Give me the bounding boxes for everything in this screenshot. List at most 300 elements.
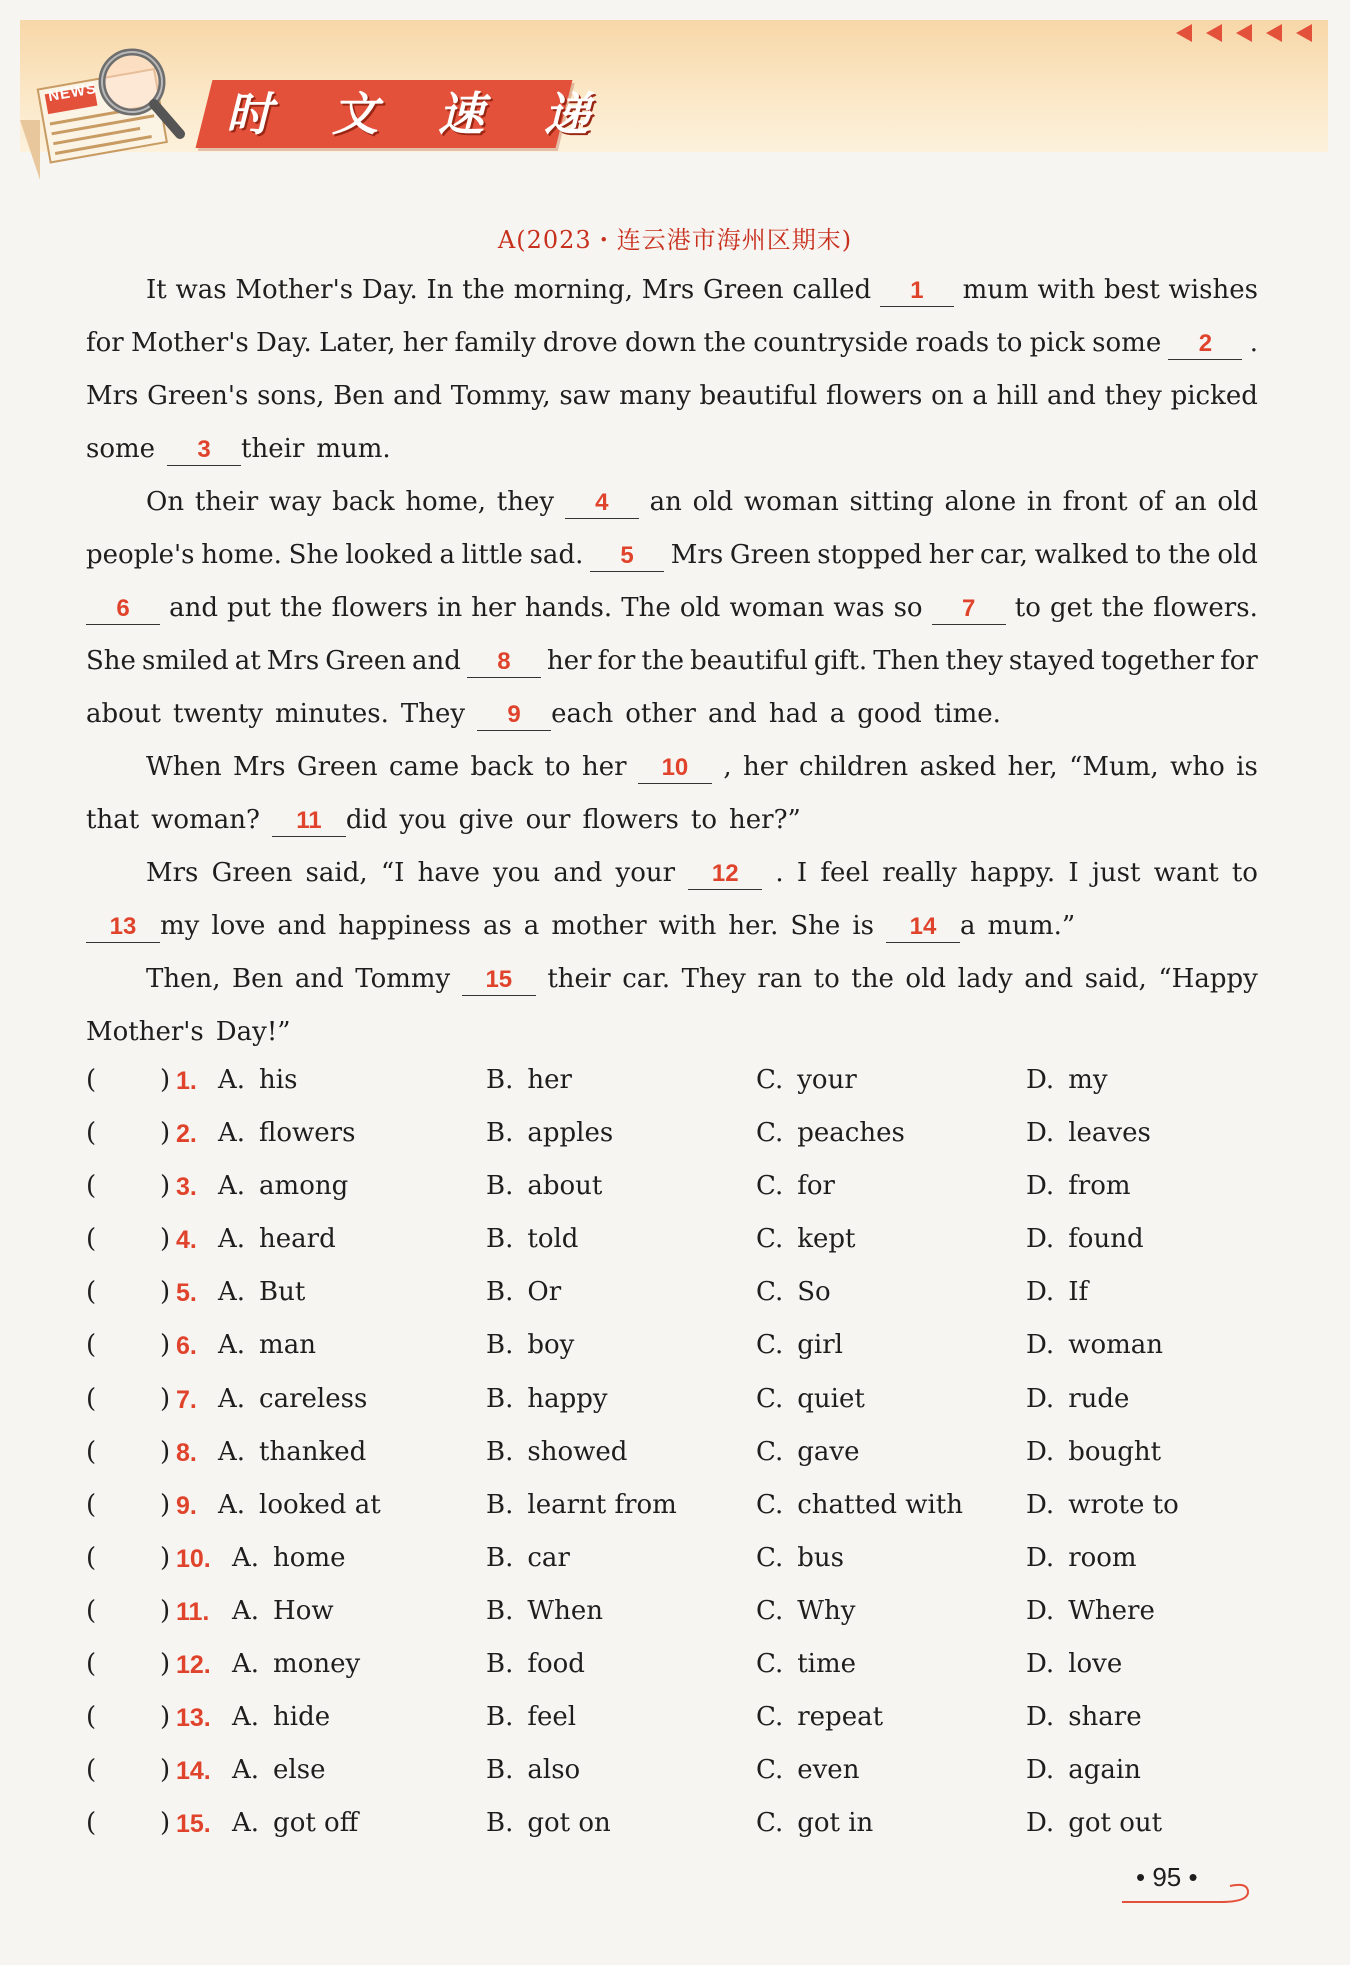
passage-word: to	[1135, 540, 1162, 570]
answer-blank[interactable]: 13	[86, 912, 160, 943]
passage-word: their	[241, 434, 305, 464]
passage-word: On	[146, 487, 185, 517]
passage-word: flowers	[331, 593, 429, 623]
option-c[interactable]	[756, 1384, 865, 1414]
option-letter: A.	[232, 1649, 260, 1680]
question-row	[86, 1639, 1286, 1692]
option-d[interactable]	[1026, 1277, 1088, 1307]
answer-blank[interactable]: 8	[467, 647, 541, 678]
passage-word: and	[277, 911, 327, 941]
option-letter: B.	[486, 1224, 514, 1255]
answer-blank[interactable]: 2	[1168, 329, 1242, 360]
option-text: got out	[1068, 1808, 1163, 1839]
option-letter: B.	[486, 1755, 514, 1786]
question-row	[86, 1692, 1286, 1745]
option-b[interactable]	[486, 1490, 677, 1520]
option-letter: C.	[756, 1065, 784, 1095]
option-b[interactable]	[486, 1808, 611, 1838]
answer-blank[interactable]: 3	[167, 435, 241, 466]
option-c[interactable]	[756, 1543, 844, 1573]
option-text: learnt from	[527, 1489, 677, 1520]
passage-word: the	[851, 964, 894, 994]
answer-paren-open[interactable]: (	[86, 1224, 97, 1255]
option-d[interactable]	[1026, 1118, 1151, 1148]
option-c[interactable]	[756, 1330, 843, 1360]
answer-blank[interactable]: 9	[477, 700, 551, 731]
option-letter: B.	[486, 1436, 514, 1467]
option-a[interactable]	[232, 1649, 360, 1679]
passage-word: beautiful	[690, 646, 808, 676]
question-number: 9.	[176, 1491, 197, 1520]
answer-blank[interactable]: 10	[638, 753, 712, 784]
passage-word: front	[1062, 487, 1128, 517]
passage-line	[86, 1006, 1258, 1059]
passage-word: her	[547, 646, 592, 676]
option-c[interactable]	[756, 1118, 905, 1148]
answer-paren-open[interactable]: (	[86, 1436, 97, 1467]
option-letter: D.	[1026, 1702, 1055, 1733]
passage-word: and	[707, 699, 757, 729]
answer-paren-close: )	[160, 1808, 171, 1839]
option-a[interactable]	[232, 1702, 330, 1732]
option-text: my	[1068, 1065, 1108, 1095]
option-letter: B.	[486, 1489, 514, 1520]
option-letter: C.	[756, 1489, 784, 1520]
passage-word: smiled	[142, 646, 229, 676]
passage-word: Mrs	[86, 381, 139, 411]
option-a[interactable]	[218, 1118, 355, 1148]
option-text: thanked	[259, 1436, 367, 1467]
passage-word: put	[227, 593, 271, 623]
answer-blank[interactable]: 6	[86, 594, 160, 625]
option-a[interactable]	[218, 1490, 381, 1520]
option-text: happy	[527, 1383, 608, 1414]
passage-word: countryside	[753, 328, 909, 358]
option-a[interactable]	[218, 1171, 348, 1201]
question-number: 7.	[176, 1385, 197, 1414]
passage-word: they	[496, 487, 555, 517]
question-number: 14.	[176, 1757, 211, 1786]
option-d[interactable]	[1026, 1065, 1108, 1095]
passage-word: drove	[542, 328, 618, 358]
answer-paren-open[interactable]: (	[86, 1383, 97, 1414]
passage-word: love	[211, 911, 266, 941]
passage-word: Then	[873, 646, 940, 676]
passage-word: and	[393, 381, 443, 411]
option-text: leaves	[1068, 1118, 1151, 1149]
question-row	[86, 1374, 1286, 1427]
option-text: time	[797, 1649, 857, 1680]
passage-word: mother	[551, 911, 647, 941]
passage-word: sons,	[257, 381, 325, 411]
option-letter: A.	[218, 1330, 246, 1361]
passage-word: good	[857, 699, 922, 729]
option-c[interactable]	[756, 1755, 859, 1785]
passage-line	[86, 741, 1258, 794]
option-b[interactable]	[486, 1543, 570, 1573]
option-a[interactable]	[218, 1277, 305, 1307]
passage-word: had	[768, 699, 818, 729]
option-a[interactable]	[232, 1808, 358, 1838]
option-d[interactable]	[1026, 1171, 1131, 1201]
option-text: apples	[527, 1118, 614, 1149]
question-number: 5.	[176, 1279, 197, 1308]
option-b[interactable]	[486, 1596, 603, 1626]
option-text: looked at	[259, 1489, 381, 1520]
option-text: food	[527, 1649, 585, 1680]
passage-word: and	[294, 964, 344, 994]
option-b[interactable]	[486, 1702, 576, 1732]
arrow-decoration-icon	[1176, 20, 1326, 46]
passage-word: flowers	[825, 381, 923, 411]
passage-word: Green	[702, 275, 784, 305]
option-d[interactable]	[1026, 1543, 1137, 1573]
option-d[interactable]	[1026, 1224, 1144, 1254]
option-d[interactable]	[1026, 1702, 1142, 1732]
option-text: How	[273, 1595, 334, 1626]
option-d[interactable]	[1026, 1490, 1179, 1520]
option-letter: C.	[756, 1649, 784, 1680]
passage-word: some	[1092, 328, 1162, 358]
option-b[interactable]	[486, 1065, 572, 1095]
passage-word: home.	[201, 540, 282, 570]
option-text: wrote to	[1068, 1489, 1179, 1520]
passage-word: woman	[743, 487, 839, 517]
option-b[interactable]	[486, 1224, 578, 1254]
answer-paren-open[interactable]: (	[86, 1542, 97, 1573]
option-letter: D.	[1026, 1436, 1055, 1467]
passage-word: Mother's	[235, 275, 354, 305]
passage-word: our	[525, 805, 571, 835]
section-heading: A(2023・连云港市海州区期末)	[497, 226, 853, 254]
option-text: share	[1068, 1702, 1142, 1733]
passage-word: want	[1153, 858, 1219, 888]
option-c[interactable]	[756, 1171, 835, 1201]
answer-paren-open[interactable]: (	[86, 1171, 97, 1202]
option-c[interactable]	[756, 1702, 883, 1732]
passage-line	[86, 317, 1258, 370]
option-d[interactable]	[1026, 1384, 1129, 1414]
passage-word: They	[681, 964, 746, 994]
passage-word: your	[615, 858, 676, 888]
option-a[interactable]	[232, 1755, 325, 1785]
passage-word: .	[1249, 328, 1258, 358]
passage-word: looked	[345, 540, 433, 570]
answer-paren-close: )	[160, 1755, 171, 1786]
option-text: So	[797, 1277, 831, 1308]
passage-word: an	[1174, 487, 1207, 517]
option-a[interactable]	[232, 1596, 334, 1626]
option-c[interactable]	[756, 1490, 963, 1520]
option-b[interactable]	[486, 1755, 580, 1785]
option-d[interactable]	[1026, 1437, 1161, 1467]
option-letter: B.	[486, 1383, 514, 1414]
option-b[interactable]	[486, 1277, 561, 1307]
page-title: 时 文 速 递	[226, 87, 613, 141]
passage-word: “Mum,	[1069, 752, 1159, 782]
passage-word: you	[399, 805, 447, 835]
option-text: among	[259, 1171, 349, 1202]
option-c[interactable]	[756, 1808, 873, 1838]
option-d[interactable]	[1026, 1330, 1163, 1360]
passage-word: old	[692, 487, 734, 517]
option-a[interactable]	[232, 1543, 346, 1573]
option-letter: A.	[218, 1118, 246, 1149]
answer-paren-open[interactable]: (	[86, 1118, 97, 1149]
question-row	[86, 1586, 1286, 1639]
passage-word: twenty	[173, 699, 263, 729]
question-row	[86, 1320, 1286, 1373]
passage-word: morning,	[513, 275, 634, 305]
answer-paren-close: )	[160, 1171, 171, 1202]
option-letter: D.	[1026, 1542, 1055, 1573]
passage-word: with	[1037, 275, 1096, 305]
passage-word: Later,	[319, 328, 396, 358]
option-letter: B.	[486, 1595, 514, 1626]
answer-paren-open[interactable]: (	[86, 1065, 97, 1095]
passage-word: give	[458, 805, 514, 835]
passage-word: hill	[996, 381, 1039, 411]
answer-paren-close: )	[160, 1224, 171, 1255]
passage-word: It	[146, 275, 167, 305]
passage-word: Mrs	[266, 646, 320, 676]
passage-word: her.	[728, 911, 779, 941]
option-a[interactable]	[218, 1437, 366, 1467]
passage-word: in	[1026, 487, 1052, 517]
passage-word: they	[945, 646, 1003, 676]
passage-word: as	[482, 911, 512, 941]
passage-word: Day!”	[215, 1017, 291, 1047]
passage-word: old	[1217, 487, 1258, 517]
option-text: peaches	[797, 1118, 905, 1149]
passage-word: Mother's	[130, 328, 249, 358]
question-row	[86, 1798, 1286, 1851]
question-row	[86, 1427, 1286, 1480]
passage-word: happiness	[338, 911, 471, 941]
answer-paren-open[interactable]: (	[86, 1277, 97, 1308]
passage-word: you	[493, 858, 541, 888]
answer-paren-open[interactable]: (	[86, 1702, 97, 1733]
passage-word: She	[790, 911, 841, 941]
passage-line	[86, 370, 1258, 423]
answer-blank[interactable]: 5	[590, 541, 664, 572]
news-badge: NEWS	[46, 79, 99, 106]
answer-blank[interactable]: 14	[886, 912, 960, 943]
option-d[interactable]	[1026, 1808, 1162, 1838]
passage-word: When	[146, 752, 222, 782]
passage-word: Then,	[146, 964, 221, 994]
passage-word: to	[544, 752, 571, 782]
passage-word: They	[400, 699, 466, 729]
question-row	[86, 1745, 1286, 1798]
option-b[interactable]	[486, 1118, 613, 1148]
option-c[interactable]	[756, 1649, 856, 1679]
passage-word: She	[288, 540, 339, 570]
option-letter: D.	[1026, 1065, 1055, 1095]
passage-word: little	[461, 540, 523, 570]
option-letter: D.	[1026, 1171, 1055, 1202]
passage-word: happy.	[970, 858, 1056, 888]
option-text: also	[527, 1755, 581, 1786]
passage-word: Mrs	[146, 858, 199, 888]
passage-word: the	[703, 328, 747, 358]
answer-blank[interactable]: 11	[272, 806, 346, 837]
passage-word: a	[523, 911, 540, 941]
question-number: 13.	[176, 1704, 211, 1733]
question-options	[86, 1055, 1286, 1851]
option-text: boy	[527, 1330, 575, 1361]
option-text: even	[797, 1755, 860, 1786]
option-b[interactable]	[486, 1649, 585, 1679]
page-number: • 95 •	[1136, 1862, 1198, 1892]
option-b[interactable]	[486, 1437, 627, 1467]
option-letter: D.	[1026, 1489, 1055, 1520]
option-text: room	[1068, 1542, 1137, 1573]
passage-word: people's	[86, 540, 195, 570]
passage-line	[86, 953, 1258, 1006]
passage-word: so	[893, 593, 923, 623]
passage-word: to	[813, 964, 840, 994]
option-letter: A.	[218, 1171, 246, 1202]
option-d[interactable]	[1026, 1596, 1155, 1626]
option-text: repeat	[797, 1702, 884, 1733]
passage-word: .	[775, 858, 784, 888]
option-b[interactable]	[486, 1171, 602, 1201]
answer-paren-open[interactable]: (	[86, 1330, 97, 1361]
passage-word: is	[1236, 752, 1258, 782]
option-c[interactable]	[756, 1277, 831, 1307]
passage-word: mum.	[316, 434, 391, 464]
answer-blank[interactable]: 12	[688, 859, 762, 890]
answer-blank[interactable]: 7	[932, 594, 1006, 625]
passage-word: lady	[957, 964, 1013, 994]
option-text: Or	[527, 1277, 562, 1308]
passage-word: who	[1170, 752, 1225, 782]
passage-word: The	[621, 593, 671, 623]
passage-line	[86, 794, 1258, 847]
answer-paren-open[interactable]: (	[86, 1489, 97, 1520]
option-letter: C.	[756, 1542, 784, 1573]
option-d[interactable]	[1026, 1649, 1122, 1679]
answer-paren-open[interactable]: (	[86, 1808, 97, 1839]
option-letter: D.	[1026, 1595, 1055, 1626]
option-b[interactable]	[486, 1384, 608, 1414]
passage-line	[86, 264, 1258, 317]
passage-word: “Happy	[1158, 964, 1258, 994]
passage-word: “I	[380, 858, 405, 888]
option-text: showed	[527, 1436, 628, 1467]
passage-word: and	[1024, 964, 1074, 994]
passage-word: back	[332, 487, 395, 517]
option-d[interactable]	[1026, 1755, 1141, 1785]
option-letter: A.	[218, 1489, 246, 1520]
answer-paren-close: )	[160, 1702, 171, 1733]
question-number: 4.	[176, 1226, 197, 1255]
answer-paren-close: )	[160, 1118, 171, 1149]
passage-word: the	[1101, 593, 1145, 623]
passage-word: woman	[729, 593, 825, 623]
option-letter: C.	[756, 1330, 784, 1361]
passage-line	[86, 423, 1258, 476]
option-letter: D.	[1026, 1755, 1055, 1786]
option-text: heard	[259, 1224, 336, 1255]
passage-word: I	[796, 858, 808, 888]
option-letter: B.	[486, 1330, 514, 1361]
passage-word: in	[437, 593, 463, 623]
passage-word: an	[649, 487, 682, 517]
option-a[interactable]	[218, 1384, 367, 1414]
option-letter: C.	[756, 1436, 784, 1467]
passage-word: Mrs	[233, 752, 286, 782]
option-c[interactable]	[756, 1065, 857, 1095]
passage-word: In	[426, 275, 454, 305]
answer-paren-open[interactable]: (	[86, 1755, 97, 1786]
option-a[interactable]	[218, 1330, 316, 1360]
option-b[interactable]	[486, 1330, 574, 1360]
option-c[interactable]	[756, 1437, 859, 1467]
passage-word: down	[624, 328, 697, 358]
passage-word: her	[743, 752, 788, 782]
option-a[interactable]	[218, 1224, 336, 1254]
option-text: your	[797, 1065, 857, 1095]
passage-word: wishes	[1168, 275, 1258, 305]
passage-word: Tommy	[355, 964, 451, 994]
passage-word: a	[829, 699, 846, 729]
option-letter: B.	[486, 1542, 514, 1573]
answer-paren-close: )	[160, 1489, 171, 1520]
passage-word: stayed	[1008, 646, 1095, 676]
option-text: again	[1068, 1755, 1141, 1786]
answer-paren-open[interactable]: (	[86, 1649, 97, 1680]
option-text: his	[259, 1065, 298, 1095]
passage-word: home,	[405, 487, 487, 517]
passage-word: flowers	[582, 805, 679, 835]
passage-word: woman?	[151, 805, 260, 835]
answer-paren-open[interactable]: (	[86, 1595, 97, 1626]
option-text: quiet	[797, 1383, 865, 1414]
answer-blank[interactable]: 1	[880, 276, 954, 307]
option-c[interactable]	[756, 1224, 855, 1254]
passage-line	[86, 529, 1258, 582]
answer-blank[interactable]: 15	[462, 965, 536, 996]
passage-word: of	[1138, 487, 1164, 517]
passage-word: car.	[622, 964, 671, 994]
option-text: told	[527, 1224, 579, 1255]
option-c[interactable]	[756, 1596, 855, 1626]
passage-word: Green	[296, 752, 378, 782]
answer-paren-close: )	[160, 1277, 171, 1308]
passage-line	[86, 847, 1258, 900]
passage-word: Mother's	[86, 1017, 204, 1047]
passage-word: they	[1104, 381, 1162, 411]
option-letter: A.	[218, 1224, 246, 1255]
passage-word: together	[1100, 646, 1215, 676]
option-text: got in	[797, 1808, 874, 1839]
passage-word: her?”	[729, 805, 801, 835]
passage-word: best	[1103, 275, 1160, 305]
option-letter: C.	[756, 1171, 784, 1202]
option-text: else	[273, 1755, 326, 1786]
option-a[interactable]	[218, 1065, 297, 1095]
passage-word: I	[1068, 858, 1079, 888]
option-text: about	[527, 1171, 603, 1202]
passage-word: did	[345, 805, 388, 835]
passage-word: ran	[757, 964, 803, 994]
answer-blank[interactable]: 4	[565, 488, 639, 519]
passage-word: my	[160, 911, 200, 941]
passage-word: Day.	[255, 328, 312, 358]
passage-word: pick	[1029, 328, 1085, 358]
